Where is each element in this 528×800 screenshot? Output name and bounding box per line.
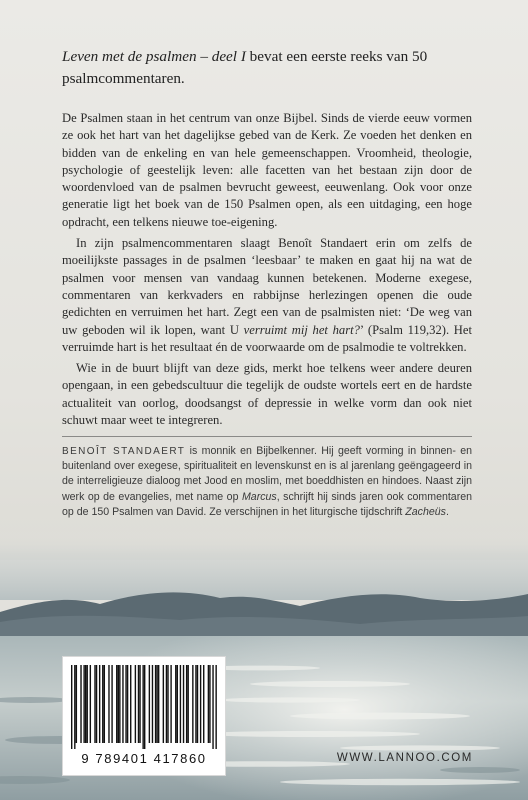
barcode-bar: [144, 665, 145, 749]
barcode-bars: [71, 665, 217, 749]
barcode-bar: [200, 665, 201, 743]
barcode-bar: [94, 665, 95, 743]
barcode-bar: [125, 665, 126, 743]
bio-marcus-italic: Marcus: [241, 490, 277, 503]
barcode-bar: [149, 665, 150, 743]
barcode-bar: [108, 665, 109, 743]
barcode-bar: [76, 665, 77, 743]
barcode-bar: [83, 665, 84, 743]
blurb-paragraph-2-part-2: ’ (Psalm 119,32). Het verruimde hart is het resultaat én de voorwaarde om de psalmodie te voltrekken.: [62, 322, 472, 354]
barcode-bar: [102, 665, 103, 743]
barcode-bar: [99, 665, 100, 743]
barcode-bar: [130, 665, 131, 743]
barcode-bar: [71, 665, 72, 749]
barcode-bar: [138, 665, 139, 743]
intro-rest: bevat een eerste reeks van 50 psalmcommentaren.: [62, 48, 428, 87]
bio-part-2: , schrijft hij sinds jaren ook commentaren op de 150 Psalmen van David. Ze verschijnen in het liturgische tijdschrift: [62, 490, 473, 518]
bio-part-3: .: [445, 505, 449, 518]
barcode-bar: [104, 665, 105, 743]
barcode-bar: [119, 665, 120, 743]
barcode-bar: [80, 665, 81, 743]
barcode-bar: [167, 665, 168, 743]
barcode-bar: [177, 665, 178, 743]
book-title-italic: Leven met de psalmen – deel I: [62, 48, 246, 65]
barcode-bar: [186, 665, 187, 743]
barcode-bar: [127, 665, 128, 743]
barcode-bar: [142, 665, 143, 749]
barcode-bar: [90, 665, 91, 743]
barcode-bar: [96, 665, 97, 743]
intro-paragraph: [62, 46, 472, 90]
barcode: [62, 656, 226, 776]
barcode-bar: [139, 665, 140, 743]
author-bio: [62, 444, 472, 520]
barcode-bar: [208, 665, 209, 743]
barcode-bar: [175, 665, 176, 743]
barcode-bar: [166, 665, 167, 743]
barcode-bar: [111, 665, 112, 743]
publisher-website: WWW.LANNOO.COM: [336, 752, 473, 764]
psalm-quote-italic: verruimt mij het hart?: [243, 322, 360, 337]
divider-rule: [62, 436, 472, 437]
barcode-bar: [135, 665, 136, 743]
barcode-bar: [122, 665, 123, 743]
barcode-bar: [118, 665, 119, 743]
blurb-text: [62, 110, 472, 429]
bio-zacheus-italic: Zacheüs: [405, 505, 446, 518]
barcode-bar: [203, 665, 204, 743]
blurb-paragraph-3: Wie in de buurt blijft van deze gids, merkt hoe telkens weer andere deuren opengaan, in een gebedscultuur die tegelijk de oudste wortels eert en de hardste actualiteit van oorlog, doodsangst of depressie in welke vorm dan ook niet schuwt maar weet te integreren.: [62, 361, 472, 428]
barcode-bar: [156, 665, 157, 743]
barcode-bar: [187, 665, 188, 743]
barcode-bar: [209, 665, 210, 743]
barcode-bar: [155, 665, 156, 743]
blurb-paragraph-2: [62, 235, 472, 356]
barcode-bar: [192, 665, 193, 743]
isbn-number: 9 789401 417860: [81, 751, 207, 766]
barcode-bar: [87, 665, 88, 743]
bio-part-1: is monnik en Bijbelkenner. Hij geeft vorming in binnen- en buitenland over exegese, spiritualiteit en levenskunst en is al jarenlang geëngageerd in de interreligieuze dialoog met Jood en moslim, met boeddhisten en hindoes. Naast zijn werk op de evangelies, met name op: [62, 445, 472, 503]
barcode-bar: [163, 665, 164, 743]
author-name: BENOÎT STANDAERT: [62, 446, 186, 457]
blurb-paragraph-1: De Psalmen staan in het centrum van onze Bijbel. Sinds de vierde eeuw vormen ze ook het hart van het dagelijkse gebed van de Kerk. Ze voeden het denken en bidden van de enkeling en van hele gemeenschappen. Vroomheid, theologie, psychologie of geestelijk leven: alle facetten van het bestaan zijn door de woordenvloed van de psalmen bevrucht geweest, eeuwenlang. Ook voor onze generatie ligt het boek van de 150 Psalmen open, als een uitdaging, een hoge opdracht, een telkens nieuwe toe-eigening.: [62, 111, 472, 229]
barcode-bar: [215, 665, 216, 749]
barcode-bar: [152, 665, 153, 743]
barcode-bar: [183, 665, 184, 743]
barcode-bar: [170, 665, 171, 743]
barcode-bar: [158, 665, 159, 743]
barcode-bar: [180, 665, 181, 743]
barcode-bar: [197, 665, 198, 743]
barcode-bar: [212, 665, 213, 749]
blurb-paragraph-2-part-1: In zijn psalmencommentaren slaagt Benoît Standaert erin om zelfs de moeilijkste passages in de psalmen ‘leesbaar’ te maken en gaat hij na wat de psalmen voor mensen van vandaag kunnen betekenen. Moderne exegese, commentaren van kerkvaders en rabbijnse herlezingen openen die oude gedichten en verruimen het hart. Zegt een van de psalmisten niet: ‘De weg van uw geboden wil ik lopen, want U: [62, 236, 472, 337]
barcode-bar: [195, 665, 196, 743]
barcode-bar: [74, 665, 75, 749]
barcode-bar: [116, 665, 117, 743]
barcode-bar: [85, 665, 86, 743]
